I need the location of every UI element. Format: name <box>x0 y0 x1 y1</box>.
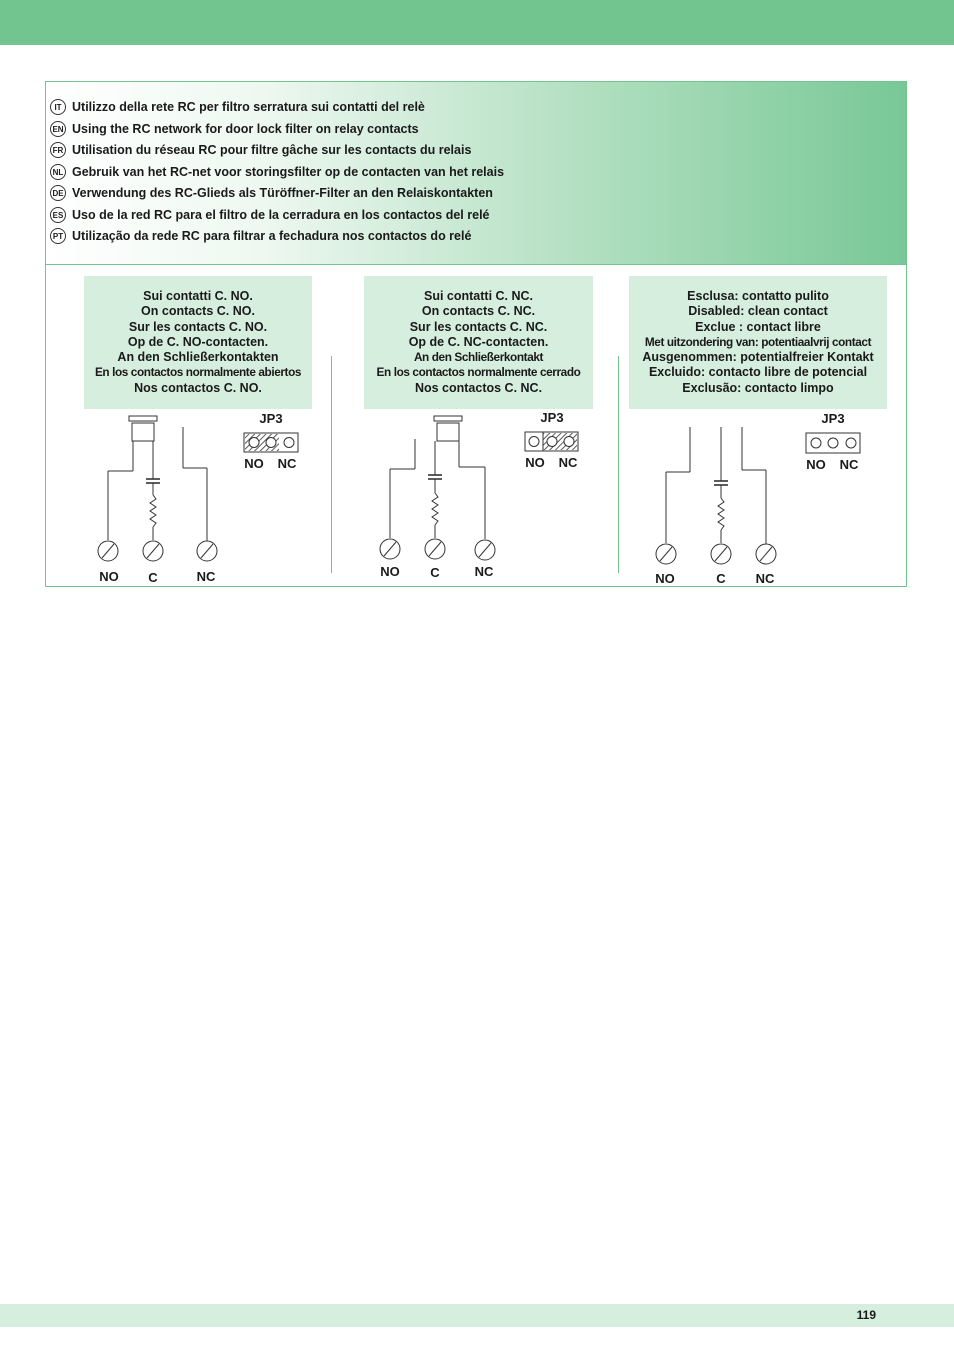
case-1-line-6: En los contactos normalmente abiertos <box>94 365 302 380</box>
case-1-line-4: Op de C. NO-contacten. <box>127 334 269 349</box>
language-badge-pt: PT <box>50 228 66 244</box>
language-badge-es: ES <box>50 207 66 223</box>
title-it: Utilizzo della rete RC per filtro serratura sui contatti del relè <box>72 100 425 114</box>
jumper-nc-label-3: NC <box>839 457 859 472</box>
title-nl: Gebruik van het RC-net voor storingsfilter op de contacten van het relais <box>72 165 505 179</box>
wiring-diagrams <box>46 82 906 586</box>
title-es: Uso de la red RC para el filtro de la cerradura en los contactos del relé <box>72 208 490 222</box>
case-3-line-5: Ausgenommen: potentialfreier Kontakt <box>642 350 874 365</box>
language-badge-it: IT <box>50 99 66 115</box>
title-de: Verwendung des RC-Glieds als Türöffner-Filter an den Relaiskontakten <box>72 186 493 200</box>
case-3-line-2: Disabled: clean contact <box>688 304 828 319</box>
terminal-nc-label-1: NC <box>196 569 216 584</box>
resistor-icon-3 <box>718 498 724 530</box>
jumper-no-label-2: NO <box>525 455 545 470</box>
resistor-icon-2 <box>432 493 438 525</box>
jumper-nc-label-2: NC <box>558 455 578 470</box>
bottom-color-bar <box>0 1304 954 1327</box>
jumper-nc-label-1: NC <box>277 456 297 471</box>
case-2-line-4: Op de C. NC-contacten. <box>408 334 549 349</box>
case-3-line-3: Exclue : contact libre <box>695 319 821 334</box>
language-badge-de: DE <box>50 185 66 201</box>
language-badge-fr: FR <box>50 142 66 158</box>
case-3-line-4: Met uitzondering van: potentiaalvrij contact <box>644 334 872 349</box>
case-3-line-1: Esclusa: contatto pulito <box>687 289 829 303</box>
lock-top-plate-2 <box>434 416 462 421</box>
terminal-no-label-1: NO <box>99 569 119 584</box>
title-en: Using the RC network for door lock filter on relay contacts <box>72 122 419 136</box>
case-1-line-5: An den Schließerkontakten <box>117 350 279 365</box>
case-2-line-5: An den Schließerkontakt <box>413 350 544 365</box>
case-1-line-2: On contacts C. NO. <box>141 304 255 319</box>
door-lock-icon <box>132 423 154 441</box>
case-2-line-7: Nos contactos C. NC. <box>414 380 543 395</box>
case-3-line-6: Excluido: contacto libre de potencial <box>648 365 868 380</box>
door-lock-icon-2 <box>437 423 459 441</box>
top-color-bar <box>0 0 954 45</box>
diagram-no-contacts <box>98 416 298 561</box>
case-1-line-3: Sur les contacts C. NO. <box>128 319 268 334</box>
language-badge-nl: NL <box>50 164 66 180</box>
rc-network-section <box>45 81 907 587</box>
lock-top-plate <box>129 416 157 421</box>
case-1-line-7: Nos contactos C. NO. <box>134 380 262 395</box>
title-pt: Utilização da rede RC para filtrar a fechadura nos contactos do relé <box>72 229 472 243</box>
case-2-line-1: Sui contatti C. NC. <box>423 289 534 303</box>
terminal-c-label-1: C <box>148 570 158 585</box>
jumper-no-label-1: NO <box>244 456 264 471</box>
title-fr: Utilisation du réseau RC pour filtre gâche sur les contacts du relais <box>72 143 472 157</box>
jp3-label-3: JP3 <box>821 411 845 426</box>
terminal-nc-label-3: NC <box>755 571 775 586</box>
terminal-no-label-3: NO <box>655 571 675 586</box>
jp3-label-2: JP3 <box>540 410 564 425</box>
case-2-line-2: On contacts C. NC. <box>421 304 536 319</box>
diagram-nc-contacts <box>380 416 578 560</box>
resistor-icon <box>150 495 156 527</box>
case-2-line-3: Sur les contacts C. NC. <box>409 319 548 334</box>
case-1-line-1: Sui contatti C. NO. <box>143 289 253 303</box>
diagram-clean-contact <box>656 427 860 564</box>
jp3-label-1: JP3 <box>259 411 283 426</box>
terminal-c-label-2: C <box>430 565 440 580</box>
case-3-line-7: Exclusão: contacto limpo <box>682 380 834 395</box>
terminal-no-label-2: NO <box>380 564 400 579</box>
page-number: 119 <box>856 1308 876 1322</box>
jumper-no-label-3: NO <box>806 457 826 472</box>
language-badge-en: EN <box>50 121 66 137</box>
terminal-nc-label-2: NC <box>474 564 494 579</box>
case-2-line-6: En los contactos normalmente cerrado <box>376 365 581 380</box>
terminal-c-label-3: C <box>716 571 726 586</box>
